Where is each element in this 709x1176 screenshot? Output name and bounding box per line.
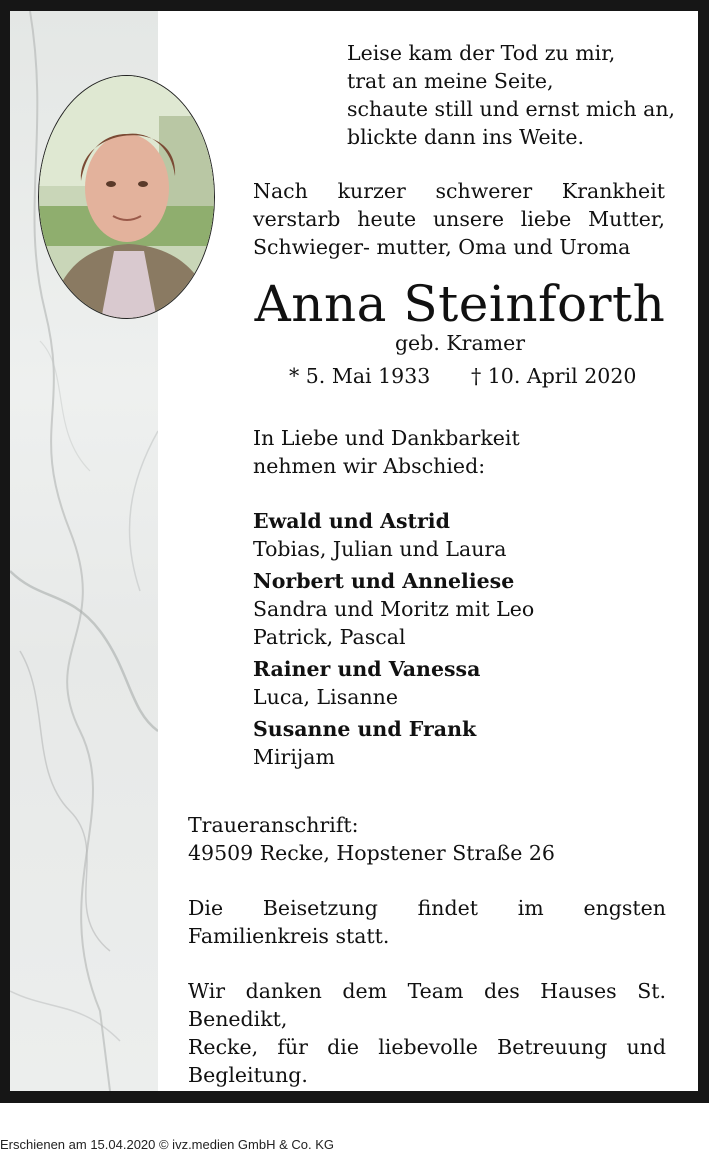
farewell-line: In Liebe und Dankbarkeit [253,426,520,450]
publication-footer: Erschienen am 15.04.2020 © ivz.medien GmbH & Co. KG [0,1137,335,1152]
mourning-address [188,811,555,867]
family-group [253,567,534,651]
family-group [253,715,534,771]
deceased-name: Anna Steinforth [254,275,666,333]
address-line: 49509 Recke, Hopstener Straße 26 [188,841,555,865]
thanks-line: Recke, für die liebevolle Betreuung und [188,1035,666,1059]
poem-line: Leise kam der Tod zu mir, [347,41,616,65]
family-children: Mirijam [253,745,335,769]
poem-line: trat an meine Seite, [347,69,554,93]
family-group [253,507,534,563]
family-children: Tobias, Julian und Laura [253,537,507,561]
birth-date: * 5. Mai 1933 [289,364,431,388]
farewell-text [253,424,520,480]
thanks-line: Begleitung. [188,1063,308,1087]
family-names: Norbert und Anneliese [253,569,515,593]
family-group [253,655,534,711]
family-names: Rainer und Vanessa [253,657,481,681]
family-names: Susanne und Frank [253,717,477,741]
thanks-line: Wir danken dem Team des Hauses St. Benedikt, [188,979,666,1031]
burial-note: Die Beisetzung findet im engsten Familienkreis statt. [188,896,666,948]
family-children: Luca, Lisanne [253,685,399,709]
maiden-name: geb. Kramer [394,331,526,355]
family-children: Sandra und Moritz mit Leo [253,597,535,621]
family-names: Ewald und Astrid [253,509,450,533]
address-label: Traueranschrift: [188,813,359,837]
portrait-photo [38,75,215,319]
portrait-image [39,76,215,319]
poem-line: blickte dann ins Weite. [347,125,585,149]
poem-line: schaute still und ernst mich an, [347,97,676,121]
farewell-line: nehmen wir Abschied: [253,454,486,478]
family-list [253,507,534,775]
family-children: Patrick, Pascal [253,625,406,649]
thanks-note [188,977,666,1089]
poem [347,39,675,151]
obituary-card [10,11,698,1091]
death-announcement-text: Nach kurzer schwerer Krankheit verstarb heute unsere liebe Mutter, Schwieger- mutter, Oma und Uroma [253,179,665,259]
death-date: † 10. April 2020 [471,364,637,388]
